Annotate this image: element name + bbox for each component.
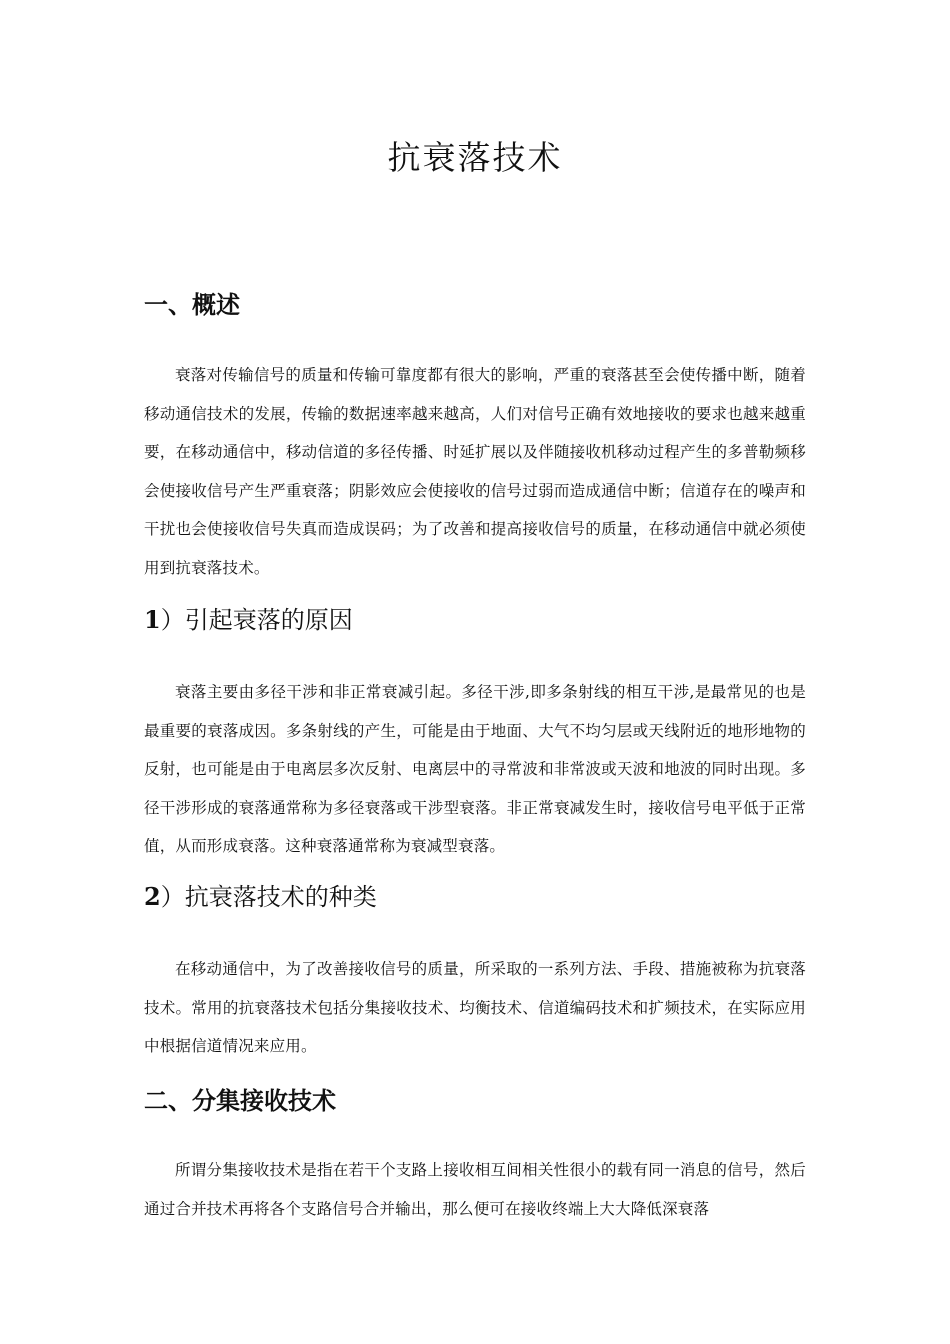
document-title: 抗衰落技术 — [387, 138, 563, 177]
subsection-title: ）引起衰落的原因 — [160, 606, 353, 634]
subsection-number: 2 — [144, 882, 161, 911]
subsection-heading-causes — [144, 603, 353, 637]
subsection-title: ）抗衰落技术的种类 — [160, 883, 377, 911]
paragraph-diversity: 所谓分集接收技术是指在若干个支路上接收相互间相关性很小的载有同一消息的信号，然后通过合并技术再将各个支路信号合并输出，那么便可在接收终端上大大降低深衰落 — [144, 1161, 806, 1218]
subsection-heading-types — [144, 880, 377, 914]
paragraph-types: 在移动通信中，为了改善接收信号的质量，所采取的一系列方法、手段、措施被称为抗衰落技术。常用的抗衰落技术包括分集接收技术、均衡技术、信道编码技术和扩频技术，在实际应用中根据信道情况来应用。 — [144, 960, 806, 1055]
paragraph-overview: 衰落对传输信号的质量和传输可靠度都有很大的影响，严重的衰落甚至会使传播中断，随着移动通信技术的发展，传输的数据速率越来越高，人们对信号正确有效地接收的要求也越来越重要，在移动通信中，移动信道的多径传播、时延扩展以及伴随接收机移动过程产生的多普勒频移会使接收信号产生严重衰落；阴影效应会使接收的信号过弱而造成通信中断；信道存在的噪声和干扰也会使接收信号失真而造成误码；为了改善和提高接收信号的质量，在移动通信中就必须使用到抗衰落技术。 — [144, 366, 806, 577]
section-heading-overview: 一、概述 — [144, 291, 240, 319]
subsection-number: 1 — [144, 605, 161, 634]
paragraph-causes: 衰落主要由多径干涉和非正常衰减引起。多径干涉,即多条射线的相互干涉,是最常见的也是最重要的衰落成因。多条射线的产生，可能是由于地面、大气不均匀层或天线附近的地形地物的反射，也可能是由于电离层多次反射、电离层中的寻常波和非常波或天波和地波的同时出现。多径干涉形成的衰落通常称为多径衰落或干涉型衰落。非正常衰减发生时，接收信号电平低于正常值，从而形成衰落。这种衰落通常称为衰减型衰落。 — [144, 683, 806, 855]
section-heading-diversity: 二、分集接收技术 — [144, 1087, 336, 1115]
